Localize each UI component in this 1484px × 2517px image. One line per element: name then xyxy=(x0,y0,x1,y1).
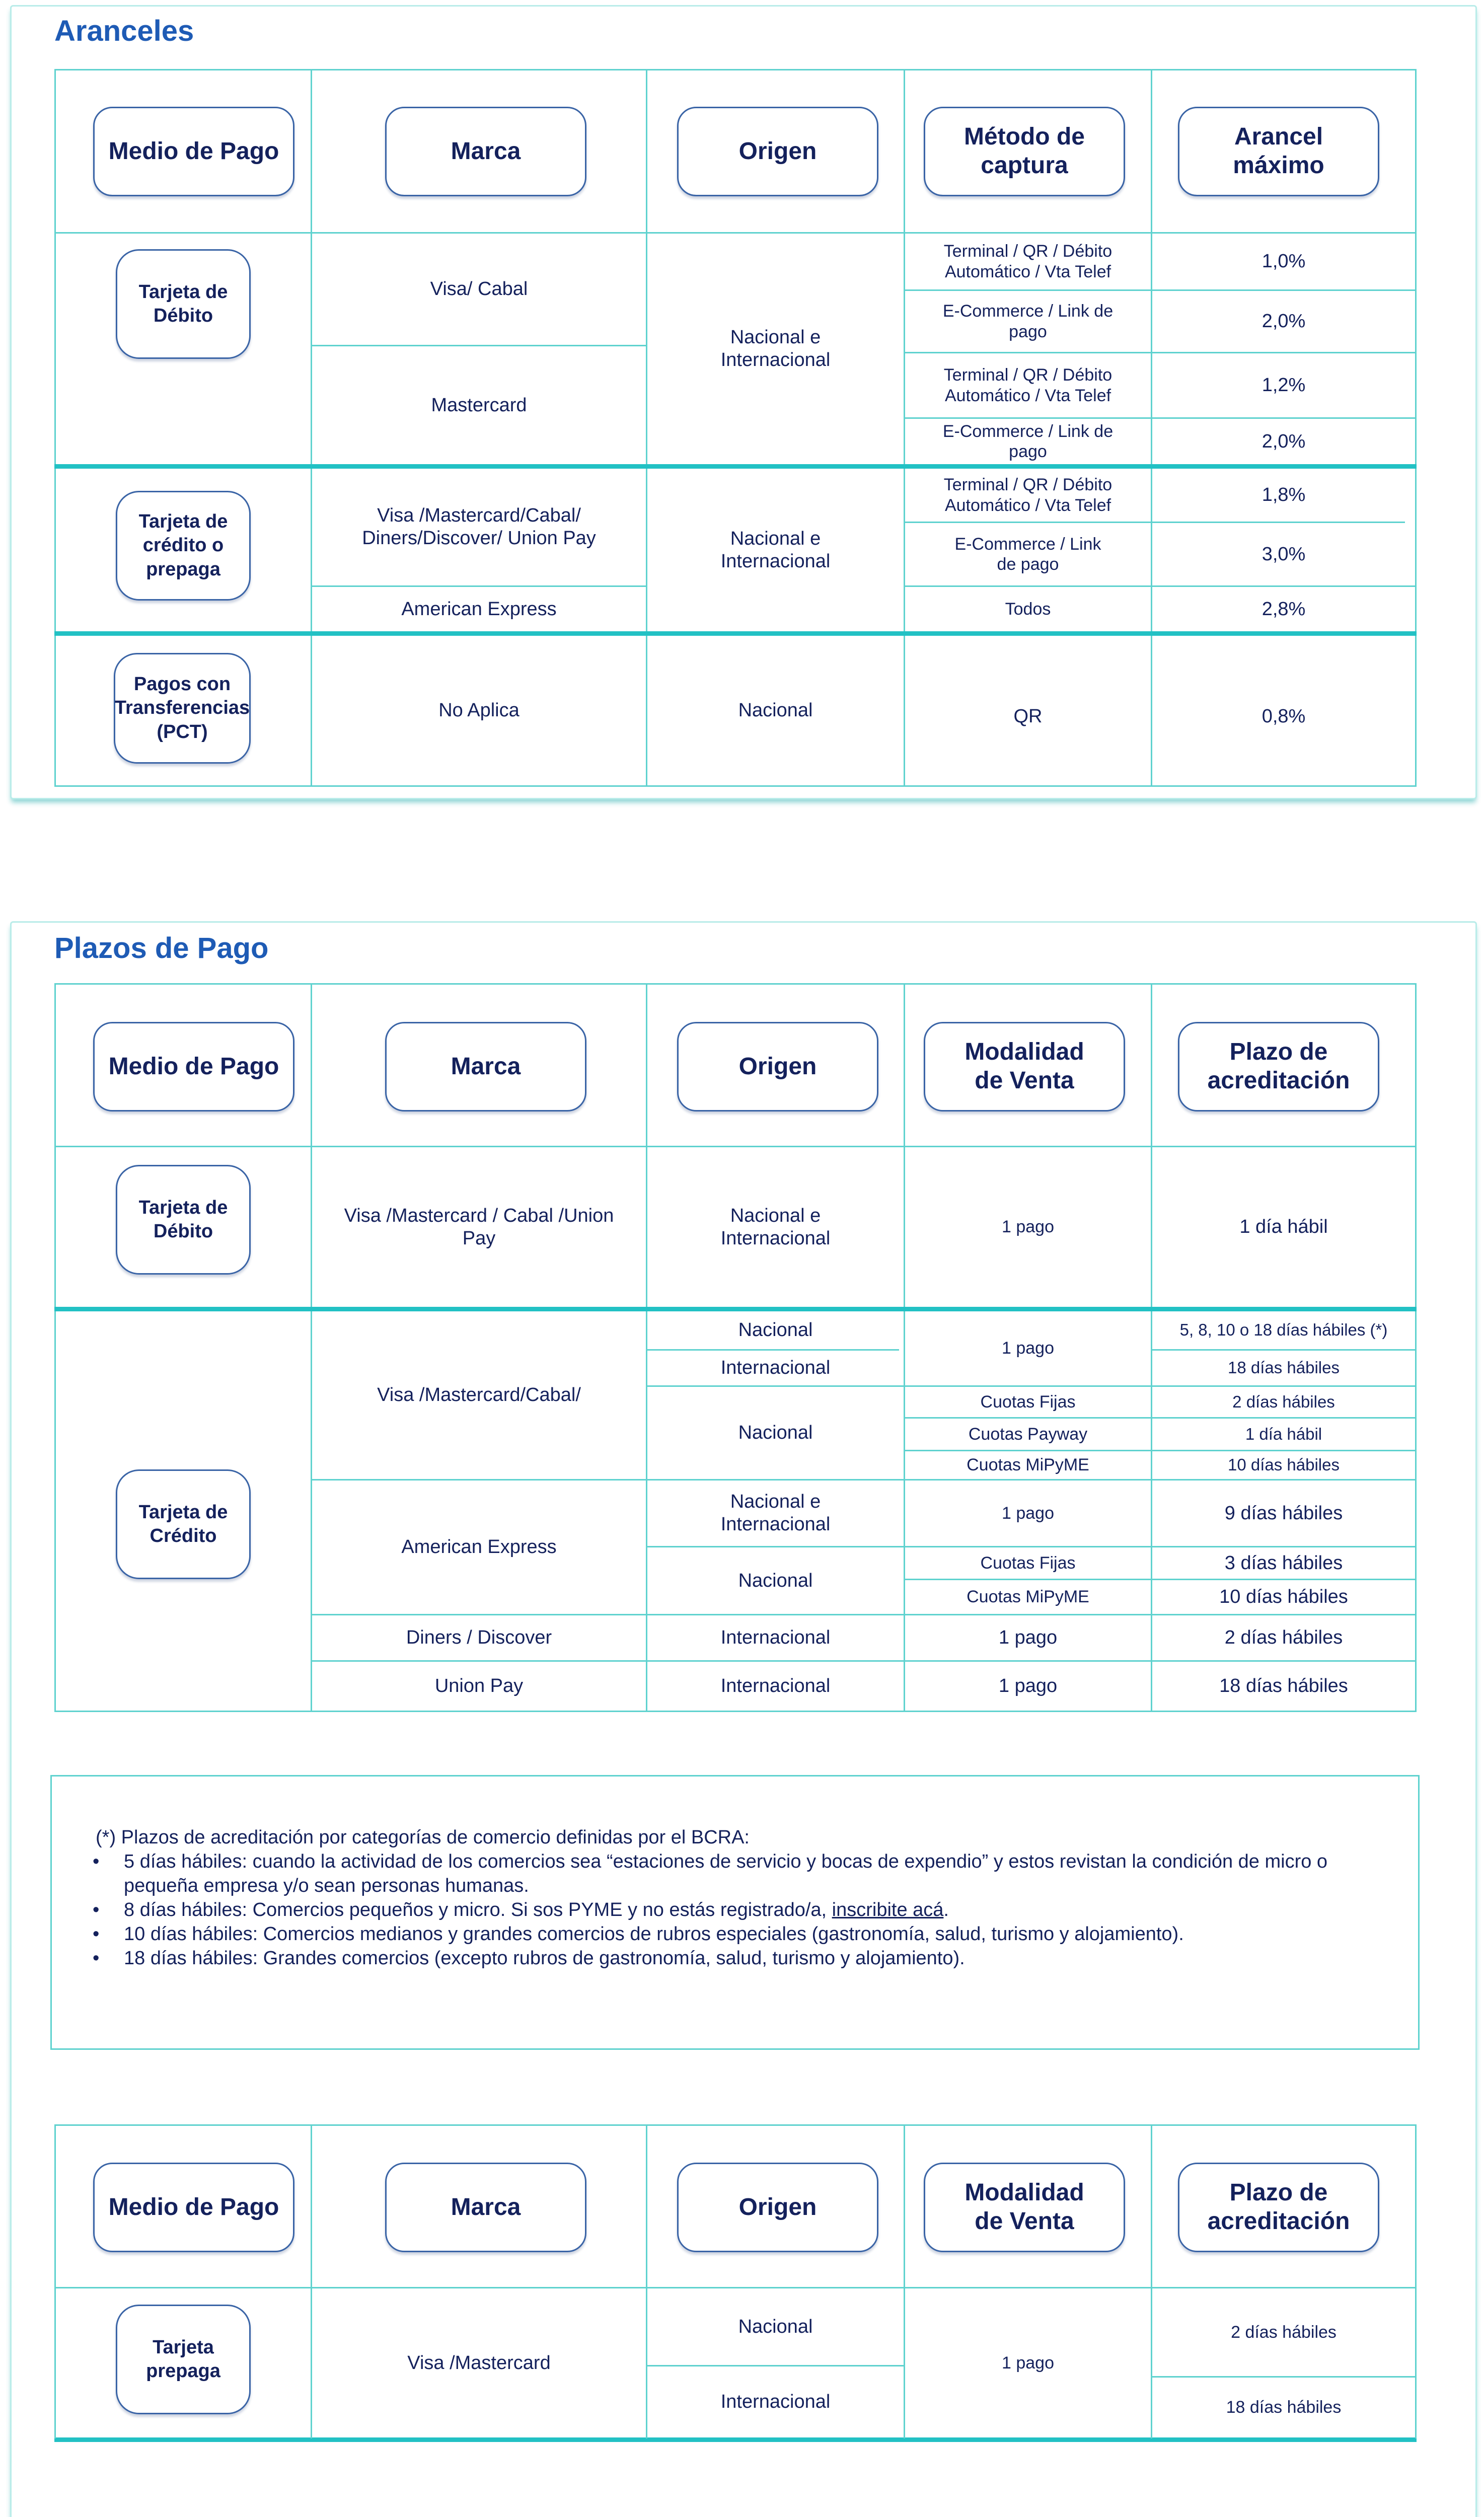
aranceles-marca-mastercard: Mastercard xyxy=(431,394,527,416)
plazos-plazo-debito: 1 día hábil xyxy=(1239,1216,1328,1238)
prepaga-medio: Tarjeta prepaga xyxy=(116,2305,251,2414)
plazos-origen-visa-nacional: Nacional xyxy=(738,1319,813,1341)
plazos-header-medio: Medio de Pago xyxy=(93,1022,294,1112)
aranceles-arancel-credito-1: 1,8% xyxy=(1262,484,1306,506)
aranceles-medio-pct: Pagos con Transferencias (PCT) xyxy=(114,653,251,764)
aranceles-header-arancel: Arancel máximo xyxy=(1178,107,1379,196)
aranceles-metodo-pct: QR xyxy=(1013,705,1043,727)
plazos-modalidad-visa-fijas: Cuotas Fijas xyxy=(980,1392,1076,1412)
plazos-marca-debito: Visa /Mastercard / Cabal /Union Pay xyxy=(344,1205,614,1249)
plazos-plazo-visa-fijas: 2 días hábiles xyxy=(1232,1392,1335,1411)
plazos-origen-visa-nacional-2: Nacional xyxy=(738,1422,813,1444)
plazos-medio-debito: Tarjeta de Débito xyxy=(116,1165,251,1275)
aranceles-metodo-debito-4: E-Commerce / Link de pago xyxy=(942,421,1114,461)
aranceles-metodo-debito-1: Terminal / QR / Débito Automático / Vta Telef xyxy=(943,242,1112,281)
prepaga-header-marca: Marca xyxy=(385,2163,586,2252)
plazos-origen-amex-2: Nacional xyxy=(738,1570,813,1591)
aranceles-arancel-debito-3: 1,2% xyxy=(1262,375,1306,396)
register-link[interactable]: inscribite acá xyxy=(832,1899,944,1920)
aranceles-marca-multi: Visa /Mastercard/Cabal/ Diners/Discover/ Union Pay xyxy=(362,505,596,549)
plazos-origen-visa-internacional: Internacional xyxy=(720,1357,831,1379)
plazos-plazo-amex-mipyme: 10 días hábiles xyxy=(1219,1586,1348,1608)
plazos-marca-diners: Diners / Discover xyxy=(406,1627,552,1649)
prepaga-header-origen: Origen xyxy=(677,2163,878,2252)
aranceles-metodo-debito-3: Terminal / QR / Débito Automático / Vta Telef xyxy=(943,365,1112,405)
plazos-plazo-visa-payway: 1 día hábil xyxy=(1245,1424,1322,1443)
plazos-header-modalidad: Modalidad de Venta xyxy=(924,1022,1125,1112)
prepaga-plazo-internacional: 18 días hábiles xyxy=(1226,2398,1342,2417)
plazos-modalidad-debito: 1 pago xyxy=(1002,1217,1054,1237)
plazos-origen-diners: Internacional xyxy=(720,1627,831,1649)
aranceles-medio-credito: Tarjeta de crédito o prepaga xyxy=(116,491,251,601)
plazos-plazo-amex-fijas: 3 días hábiles xyxy=(1224,1552,1343,1574)
note-item: • 8 días hábiles: Comercios pequeños y micro. Si sos PYME y no estás registrado/a, inscribite acá. xyxy=(93,1899,949,1920)
plazos-modalidad-amex-mipyme: Cuotas MiPyME xyxy=(967,1587,1089,1607)
plazos-modalidad-visa-1pago: 1 pago xyxy=(1002,1339,1054,1358)
note-item: • 18 días hábiles: Grandes comercios (excepto rubros de gastronomía, salud, turismo y alojamiento). xyxy=(93,1948,965,1969)
plazos-origen-amex-1: Nacional e Internacional xyxy=(720,1491,831,1535)
plazos-header-plazo: Plazo de acreditación xyxy=(1178,1022,1379,1112)
aranceles-arancel-pct: 0,8% xyxy=(1262,705,1306,727)
plazos-marca-visa: Visa /Mastercard/Cabal/ xyxy=(377,1384,581,1406)
plazos-modalidad-amex-fijas: Cuotas Fijas xyxy=(980,1553,1076,1573)
prepaga-header-medio: Medio de Pago xyxy=(93,2163,294,2252)
prepaga-origen-nacional: Nacional xyxy=(738,2316,813,2337)
plazos-plazo-union: 18 días hábiles xyxy=(1219,1675,1348,1697)
plazos-header-origen: Origen xyxy=(677,1022,878,1112)
plazos-title: Plazos de Pago xyxy=(54,932,269,965)
note-item: • 5 días hábiles: cuando la actividad de los comercios sea “estaciones de servicio y bocas de expendio” y estos revistan la condición de micro o pequeña empresa y/o sean personas humanas. xyxy=(93,1851,1328,1896)
aranceles-arancel-credito-2: 3,0% xyxy=(1262,543,1306,565)
aranceles-arancel-credito-3: 2,8% xyxy=(1262,598,1306,620)
aranceles-metodo-credito-3: Todos xyxy=(1005,599,1051,619)
plazos-origen-union: Internacional xyxy=(720,1675,831,1697)
plazos-header-marca: Marca xyxy=(385,1022,586,1112)
aranceles-metodo-credito-2: E-Commerce / Link de pago xyxy=(954,534,1101,574)
prepaga-origen-internacional: Internacional xyxy=(720,2391,831,2413)
prepaga-marca: Visa /Mastercard xyxy=(407,2352,551,2374)
note-list xyxy=(93,1849,1384,1970)
aranceles-metodo-credito-1: Terminal / QR / Débito Automático / Vta Telef xyxy=(943,475,1112,515)
plazos-plazo-amex-1pago: 9 días hábiles xyxy=(1224,1502,1343,1524)
aranceles-header-origen: Origen xyxy=(677,107,878,196)
aranceles-origen-debito: Nacional e Internacional xyxy=(720,327,831,371)
plazos-medio-credito: Tarjeta de Crédito xyxy=(116,1469,251,1579)
aranceles-arancel-debito-1: 1,0% xyxy=(1262,251,1306,272)
aranceles-header-metodo: Método de captura xyxy=(924,107,1125,196)
prepaga-plazo-nacional: 2 días hábiles xyxy=(1231,2322,1337,2342)
aranceles-arancel-debito-2: 2,0% xyxy=(1262,311,1306,332)
aranceles-arancel-debito-4: 2,0% xyxy=(1262,430,1306,452)
plazos-origen-debito: Nacional e Internacional xyxy=(720,1205,831,1249)
note-intro: (*) Plazos de acreditación por categorías de comercio definidas por el BCRA: xyxy=(96,1827,750,1848)
plazos-modalidad-union: 1 pago xyxy=(998,1675,1058,1697)
plazos-plazo-visa-internacional: 18 días hábiles xyxy=(1228,1358,1340,1377)
note-item: • 10 días hábiles: Comercios medianos y grandes comercios de rubros especiales (gastronomía, salud, turismo y alojamiento). xyxy=(93,1923,1184,1945)
aranceles-medio-debito: Tarjeta de Débito xyxy=(116,249,251,359)
aranceles-title: Aranceles xyxy=(54,15,194,47)
aranceles-header-medio: Medio de Pago xyxy=(93,107,294,196)
aranceles-marca-amex: American Express xyxy=(401,598,557,620)
aranceles-origen-pct: Nacional xyxy=(738,700,813,721)
prepaga-modalidad: 1 pago xyxy=(1002,2353,1054,2373)
aranceles-marca-pct: No Aplica xyxy=(438,700,520,721)
aranceles-header-marca: Marca xyxy=(385,107,586,196)
prepaga-header-modalidad: Modalidad de Venta xyxy=(924,2163,1125,2252)
plazos-marca-amex: American Express xyxy=(401,1536,557,1558)
plazos-plazo-diners: 2 días hábiles xyxy=(1224,1627,1343,1649)
aranceles-origen-credito: Nacional e Internacional xyxy=(720,528,831,572)
plazos-marca-union: Union Pay xyxy=(434,1675,524,1697)
prepaga-header-plazo: Plazo de acreditación xyxy=(1178,2163,1379,2252)
plazos-plazo-visa-mipyme: 10 días hábiles xyxy=(1228,1455,1340,1474)
plazos-plazo-visa-nacional: 5, 8, 10 o 18 días hábiles (*) xyxy=(1179,1320,1388,1340)
plazos-modalidad-visa-mipyme: Cuotas MiPyME xyxy=(967,1455,1089,1475)
aranceles-metodo-debito-2: E-Commerce / Link de pago xyxy=(942,302,1114,341)
plazos-modalidad-visa-payway: Cuotas Payway xyxy=(968,1424,1088,1444)
plazos-modalidad-diners: 1 pago xyxy=(998,1627,1058,1649)
plazos-modalidad-amex-1pago: 1 pago xyxy=(1002,1503,1054,1523)
aranceles-marca-visa-cabal: Visa/ Cabal xyxy=(430,278,528,300)
